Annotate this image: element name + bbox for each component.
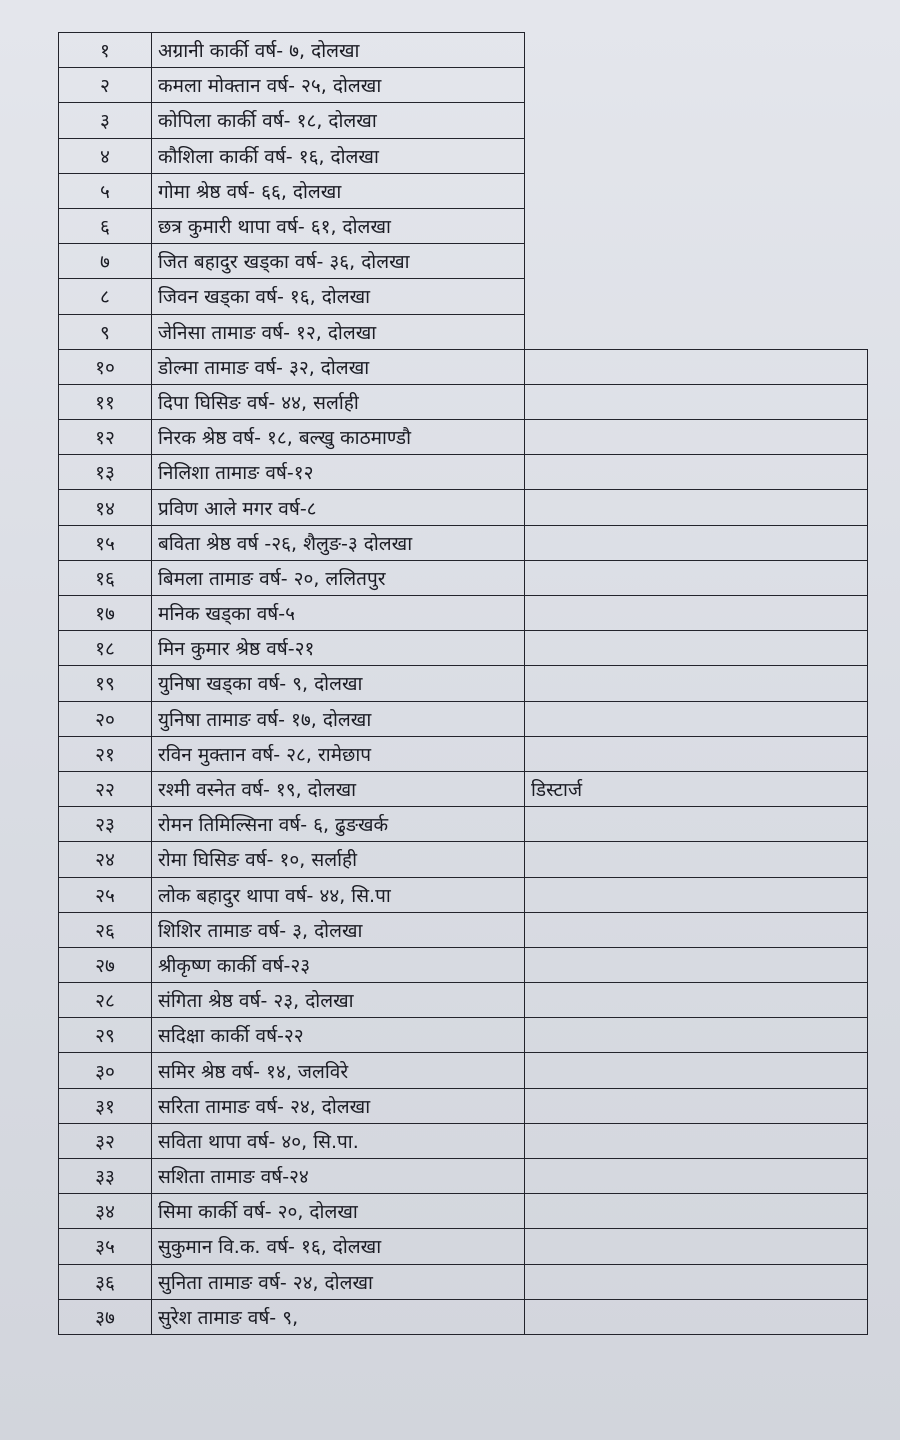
patient-details-cell: प्रविण आले मगर वर्ष-८ <box>152 490 525 525</box>
serial-number-cell: १९ <box>59 666 152 701</box>
patient-details-cell: सुकुमान वि.क. वर्ष- १६, दोलखा <box>152 1229 525 1264</box>
patient-list-body <box>59 33 868 1335</box>
patient-details-cell: जेनिसा तामाङ वर्ष- १२, दोलखा <box>152 314 525 349</box>
table-row <box>59 1229 868 1264</box>
serial-number-cell: २४ <box>59 842 152 877</box>
serial-number-cell: २१ <box>59 736 152 771</box>
blank-area <box>525 33 868 68</box>
serial-number-cell: ३० <box>59 1053 152 1088</box>
table-row <box>59 384 868 419</box>
serial-number-cell: ३२ <box>59 1123 152 1158</box>
table-row <box>59 631 868 666</box>
table-row <box>59 68 868 103</box>
table-row <box>59 138 868 173</box>
remark-cell <box>525 1299 868 1334</box>
patient-details-cell: जिवन खड्का वर्ष- १६, दोलखा <box>152 279 525 314</box>
serial-number-cell: २३ <box>59 807 152 842</box>
patient-details-cell: सदिक्षा कार्की वर्ष-२२ <box>152 1018 525 1053</box>
patient-details-cell: बिमला तामाङ वर्ष- २०, ललितपुर <box>152 560 525 595</box>
serial-number-cell: ३ <box>59 103 152 138</box>
serial-number-cell: ६ <box>59 208 152 243</box>
remark-cell <box>525 1018 868 1053</box>
remark-cell <box>525 455 868 490</box>
patient-details-cell: सुरेश तामाङ वर्ष- ९, <box>152 1299 525 1334</box>
remark-cell <box>525 525 868 560</box>
table-row <box>59 983 868 1018</box>
remark-cell <box>525 983 868 1018</box>
patient-details-cell: सिमा कार्की वर्ष- २०, दोलखा <box>152 1194 525 1229</box>
patient-details-cell: डोल्मा तामाङ वर्ष- ३२, दोलखा <box>152 349 525 384</box>
serial-number-cell: ३६ <box>59 1264 152 1299</box>
remark-cell <box>525 596 868 631</box>
table-row <box>59 103 868 138</box>
table-row <box>59 208 868 243</box>
serial-number-cell: २२ <box>59 771 152 806</box>
patient-details-cell: गोमा श्रेष्ठ वर्ष- ६६, दोलखा <box>152 173 525 208</box>
patient-details-cell: मनिक खड्का वर्ष-५ <box>152 596 525 631</box>
table-row <box>59 455 868 490</box>
serial-number-cell: २ <box>59 68 152 103</box>
table-row <box>59 596 868 631</box>
serial-number-cell: ३७ <box>59 1299 152 1334</box>
patient-details-cell: समिर श्रेष्ठ वर्ष- १४, जलविरे <box>152 1053 525 1088</box>
table-row <box>59 701 868 736</box>
serial-number-cell: ७ <box>59 244 152 279</box>
remark-cell <box>525 1229 868 1264</box>
patient-details-cell: रोमा घिसिङ वर्ष- १०, सर्लाही <box>152 842 525 877</box>
table-row <box>59 771 868 806</box>
serial-number-cell: २८ <box>59 983 152 1018</box>
serial-number-cell: २५ <box>59 877 152 912</box>
remark-cell <box>525 701 868 736</box>
table-row <box>59 1299 868 1334</box>
serial-number-cell: ३३ <box>59 1159 152 1194</box>
table-row <box>59 244 868 279</box>
serial-number-cell: १३ <box>59 455 152 490</box>
table-row <box>59 525 868 560</box>
serial-number-cell: १७ <box>59 596 152 631</box>
remark-cell <box>525 384 868 419</box>
table-row <box>59 1159 868 1194</box>
patient-details-cell: संगिता श्रेष्ठ वर्ष- २३, दोलखा <box>152 983 525 1018</box>
patient-details-cell: युनिषा तामाङ वर्ष- १७, दोलखा <box>152 701 525 736</box>
patient-details-cell: निरक श्रेष्ठ वर्ष- १८, बल्खु काठमाण्डौ <box>152 420 525 455</box>
table-row <box>59 877 868 912</box>
patient-details-cell: श्रीकृष्ण कार्की वर्ष-२३ <box>152 947 525 982</box>
table-row <box>59 1264 868 1299</box>
remark-cell <box>525 490 868 525</box>
serial-number-cell: १८ <box>59 631 152 666</box>
table-row <box>59 420 868 455</box>
patient-details-cell: सविता थापा वर्ष- ४०, सि.पा. <box>152 1123 525 1158</box>
serial-number-cell: १० <box>59 349 152 384</box>
remark-cell: डिस्टार्ज <box>525 771 868 806</box>
table-row <box>59 807 868 842</box>
serial-number-cell: १६ <box>59 560 152 595</box>
blank-area <box>525 68 868 103</box>
table-row <box>59 1194 868 1229</box>
patient-details-cell: रविन मुक्तान वर्ष- २८, रामेछाप <box>152 736 525 771</box>
serial-number-cell: २० <box>59 701 152 736</box>
table-row <box>59 1088 868 1123</box>
patient-details-cell: रोमन तिमिल्सिना वर्ष- ६, ढुङखर्क <box>152 807 525 842</box>
patient-details-cell: शिशिर तामाङ वर्ष- ३, दोलखा <box>152 912 525 947</box>
serial-number-cell: ३४ <box>59 1194 152 1229</box>
patient-details-cell: सशिता तामाङ वर्ष-२४ <box>152 1159 525 1194</box>
remark-cell <box>525 1088 868 1123</box>
remark-cell <box>525 1194 868 1229</box>
remark-cell <box>525 420 868 455</box>
remark-cell <box>525 842 868 877</box>
patient-details-cell: निलिशा तामाङ वर्ष-१२ <box>152 455 525 490</box>
serial-number-cell: १ <box>59 33 152 68</box>
patient-details-cell: छत्र कुमारी थापा वर्ष- ६१, दोलखा <box>152 208 525 243</box>
remark-cell <box>525 1264 868 1299</box>
blank-area <box>525 314 868 349</box>
remark-cell <box>525 349 868 384</box>
table-row <box>59 1053 868 1088</box>
patient-details-cell: लोक बहादुर थापा वर्ष- ४४, सि.पा <box>152 877 525 912</box>
table-row <box>59 1123 868 1158</box>
patient-details-cell: कोपिला कार्की वर्ष- १८, दोलखा <box>152 103 525 138</box>
remark-cell <box>525 736 868 771</box>
remark-cell <box>525 560 868 595</box>
serial-number-cell: ८ <box>59 279 152 314</box>
blank-area <box>525 103 868 138</box>
table-row <box>59 736 868 771</box>
patient-details-cell: अग्रानी कार्की वर्ष- ७, दोलखा <box>152 33 525 68</box>
remark-cell <box>525 877 868 912</box>
table-row <box>59 173 868 208</box>
serial-number-cell: ९ <box>59 314 152 349</box>
table-row <box>59 947 868 982</box>
remark-cell <box>525 912 868 947</box>
patient-details-cell: कौशिला कार्की वर्ष- १६, दोलखा <box>152 138 525 173</box>
serial-number-cell: १२ <box>59 420 152 455</box>
remark-cell <box>525 666 868 701</box>
patient-details-cell: कमला मोक्तान वर्ष- २५, दोलखा <box>152 68 525 103</box>
serial-number-cell: ११ <box>59 384 152 419</box>
blank-area <box>525 244 868 279</box>
remark-cell <box>525 1123 868 1158</box>
patient-details-cell: सुनिता तामाङ वर्ष- २४, दोलखा <box>152 1264 525 1299</box>
patient-details-cell: रश्मी वस्नेत वर्ष- १९, दोलखा <box>152 771 525 806</box>
remark-cell <box>525 631 868 666</box>
table-row <box>59 314 868 349</box>
serial-number-cell: १५ <box>59 525 152 560</box>
table-row <box>59 490 868 525</box>
table-row <box>59 560 868 595</box>
serial-number-cell: २९ <box>59 1018 152 1053</box>
remark-cell <box>525 1159 868 1194</box>
patient-list-table <box>58 32 868 1335</box>
patient-details-cell: मिन कुमार श्रेष्ठ वर्ष-२१ <box>152 631 525 666</box>
blank-area <box>525 173 868 208</box>
serial-number-cell: ३५ <box>59 1229 152 1264</box>
remark-cell <box>525 1053 868 1088</box>
patient-details-cell: दिपा घिसिङ वर्ष- ४४, सर्लाही <box>152 384 525 419</box>
remark-cell <box>525 947 868 982</box>
patient-details-cell: बविता श्रेष्ठ वर्ष -२६, शैलुङ-३ दोलखा <box>152 525 525 560</box>
serial-number-cell: ४ <box>59 138 152 173</box>
serial-number-cell: २७ <box>59 947 152 982</box>
table-row <box>59 912 868 947</box>
serial-number-cell: ३१ <box>59 1088 152 1123</box>
serial-number-cell: ५ <box>59 173 152 208</box>
table-row <box>59 1018 868 1053</box>
blank-area <box>525 138 868 173</box>
blank-area <box>525 279 868 314</box>
table-row <box>59 33 868 68</box>
serial-number-cell: १४ <box>59 490 152 525</box>
table-row <box>59 349 868 384</box>
remark-cell <box>525 807 868 842</box>
table-row <box>59 666 868 701</box>
table-row <box>59 279 868 314</box>
serial-number-cell: २६ <box>59 912 152 947</box>
blank-area <box>525 208 868 243</box>
patient-details-cell: युनिषा खड्का वर्ष- ९, दोलखा <box>152 666 525 701</box>
patient-details-cell: सरिता तामाङ वर्ष- २४, दोलखा <box>152 1088 525 1123</box>
table-row <box>59 842 868 877</box>
patient-details-cell: जित बहादुर खड्का वर्ष- ३६, दोलखा <box>152 244 525 279</box>
